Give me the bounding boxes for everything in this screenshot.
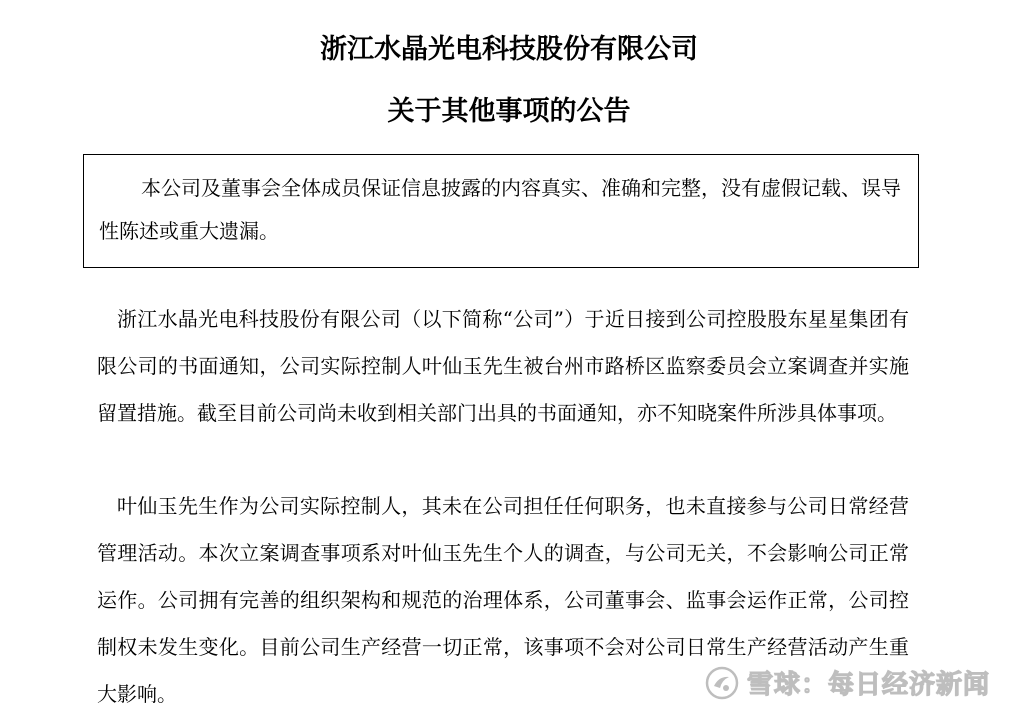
company-title: 浙江水晶光电科技股份有限公司: [320, 34, 698, 65]
watermark: [705, 664, 990, 701]
notice-title: 关于其他事项的公告: [387, 96, 631, 127]
snowball-logo-icon: [705, 666, 739, 700]
declaration-box: [83, 154, 919, 268]
watermark-text: 雪球：每日经济新闻: [746, 670, 990, 700]
declaration-text: 本公司及董事会全体成员保证信息披露的内容真实、准确和完整，没有虚假记载、误导性陈述或重大遗漏。: [99, 176, 901, 243]
body-paragraph-1: 浙江水晶光电科技股份有限公司（以下简称“公司”）于近日接到公司控股股东星星集团有限公司的书面通知，公司实际控制人叶仙玉先生被台州市路桥区监察委员会立案调查并实施留置措施。截至目前公司尚未收到相关部门出具的书面通知，亦不知晓案件所涉具体事项。: [97, 307, 909, 425]
body-paragraph-2: 叶仙玉先生作为公司实际控制人，其未在公司担任任何职务，也未直接参与公司日常经营管理活动。本次立案调查事项系对叶仙玉先生个人的调查，与公司无关，不会影响公司正常运作。公司拥有完善的组织架构和规范的治理体系，公司董事会、监事会运作正常，公司控制权未发生变化。目前公司生产经营一切正常，该事项不会对公司日常生产经营活动产生重大影响。: [97, 494, 909, 706]
